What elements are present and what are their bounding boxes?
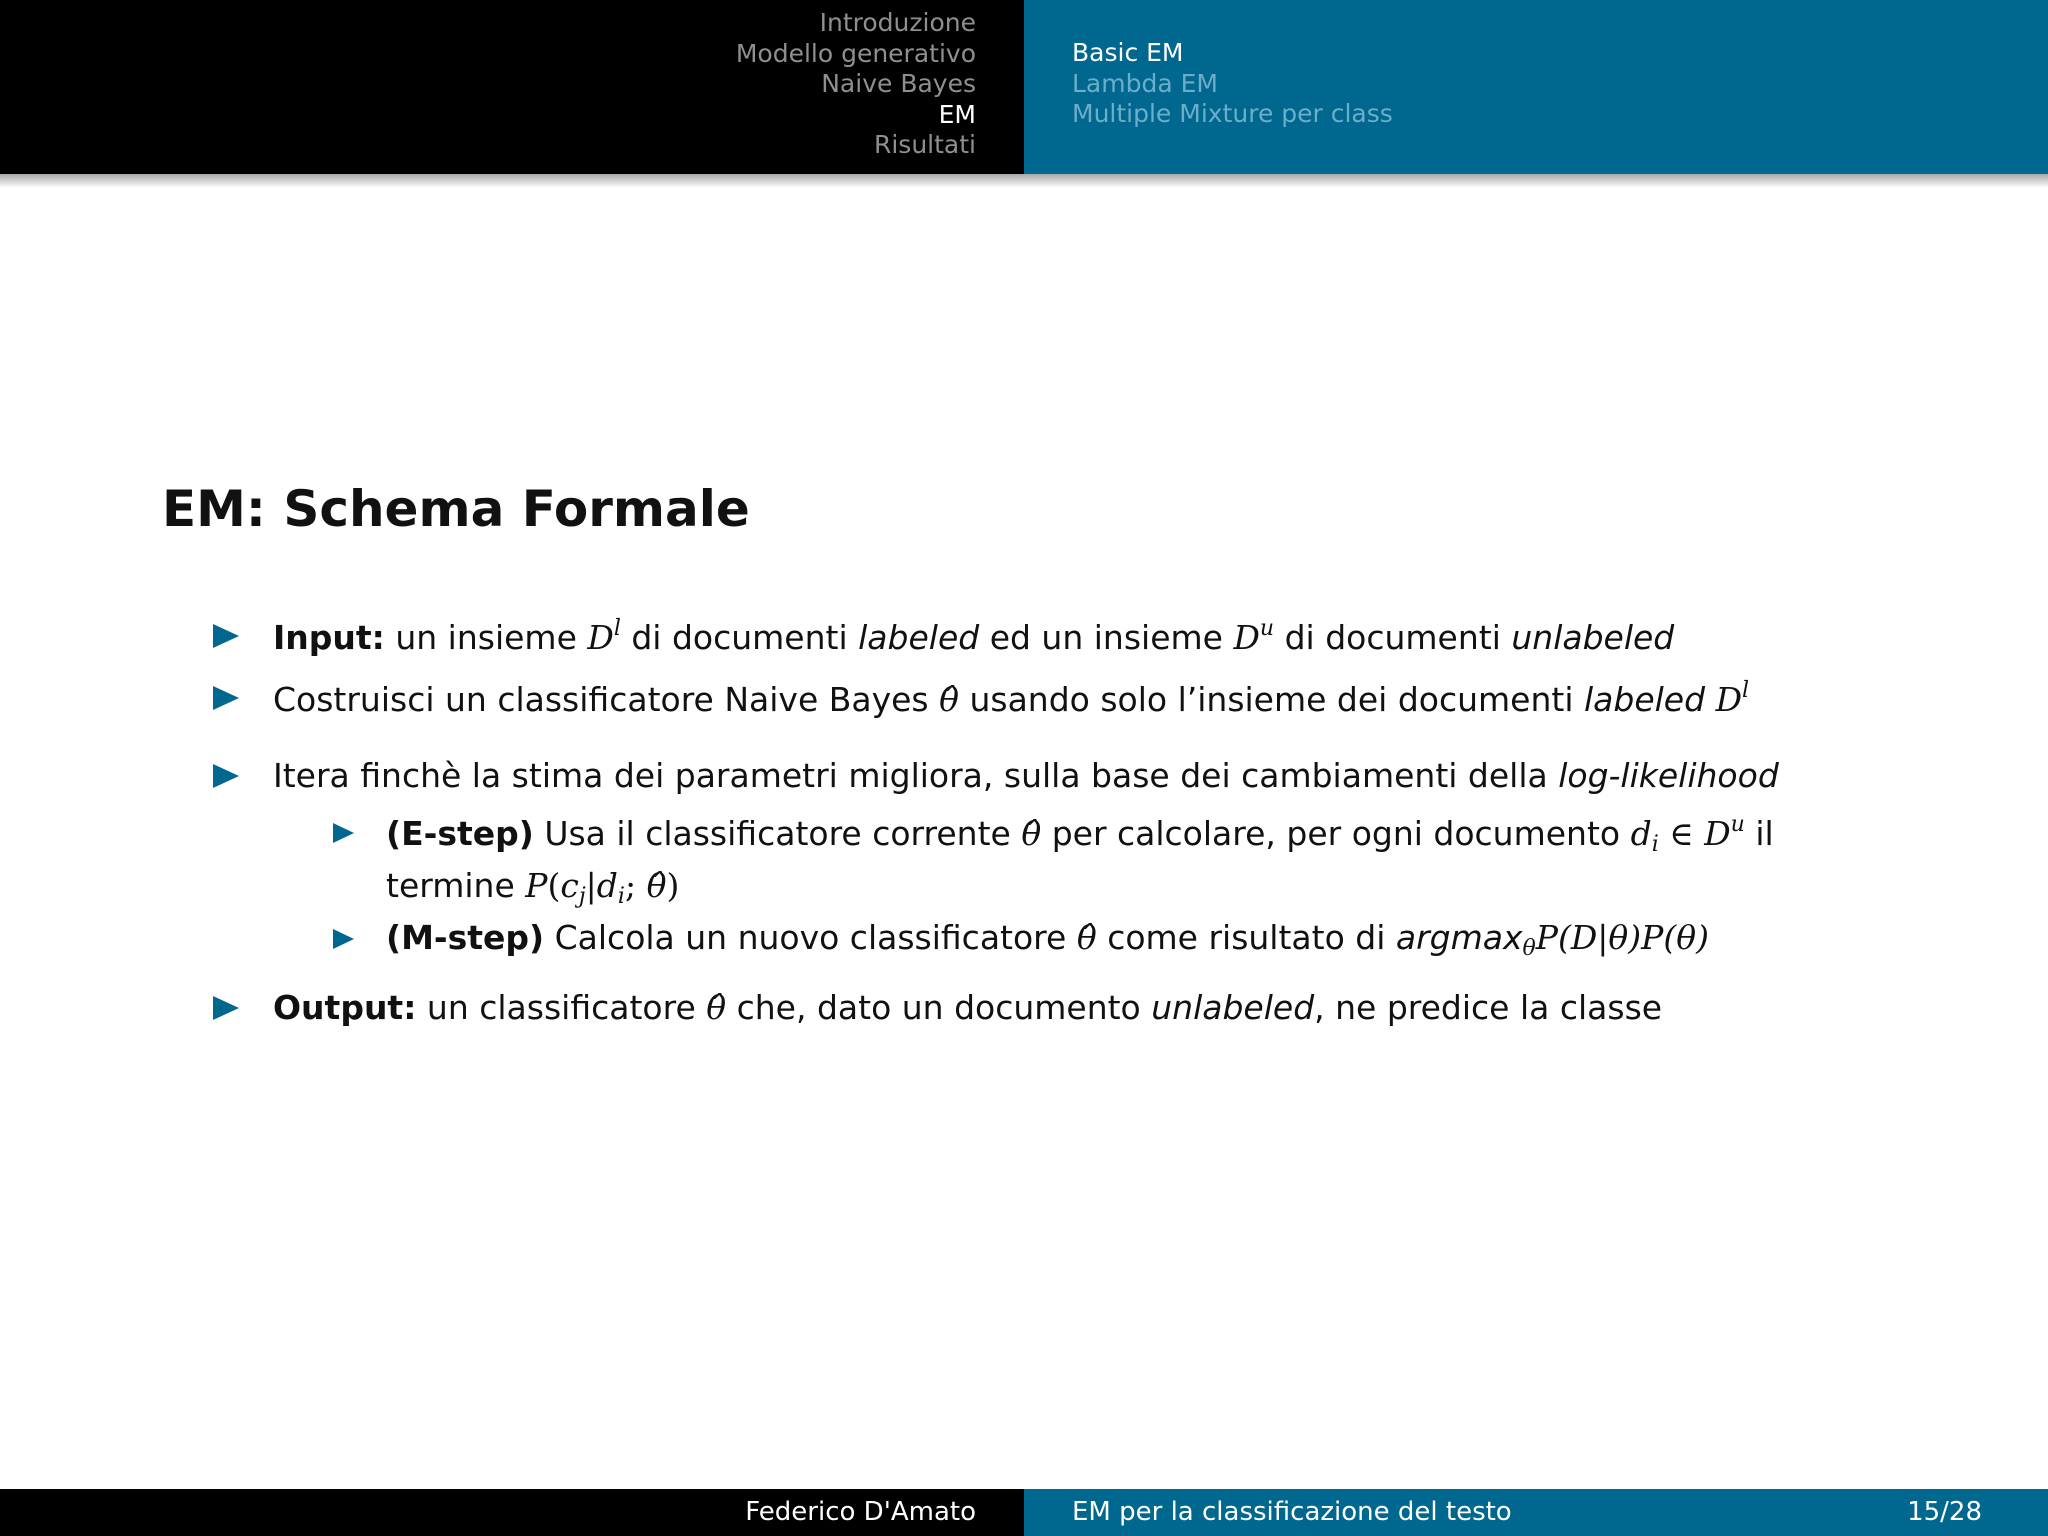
nav-subsection-lambda-em[interactable]: Lambda EM bbox=[1072, 68, 1218, 98]
math-operator: | bbox=[585, 866, 597, 905]
footer-talk-title: EM per la classificazione del testo bbox=[1072, 1497, 1512, 1527]
nav-subsection-multiple-mixture[interactable]: Multiple Mixture per class bbox=[1072, 99, 1393, 128]
bullet-triangle-icon bbox=[213, 996, 239, 1020]
header-navigation bbox=[0, 0, 2048, 174]
text: Itera finchè la stima dei parametri migliora, sulla base dei cambiamenti della bbox=[273, 756, 1559, 795]
math-sup: l bbox=[1742, 678, 1750, 703]
math-expression: P(D|θ)P(θ) bbox=[1535, 918, 1709, 957]
text: ed un insieme bbox=[979, 618, 1234, 657]
nav-section-introduzione[interactable]: Introduzione bbox=[819, 8, 976, 37]
list-item-iterate bbox=[273, 756, 1779, 795]
emph-text: unlabeled bbox=[1511, 618, 1675, 657]
math-symbol: D bbox=[587, 618, 614, 657]
math-theta-hat: θ̂ bbox=[706, 988, 727, 1027]
footer bbox=[0, 1489, 2048, 1536]
footer-info bbox=[1024, 1489, 2048, 1536]
nav-subsection-basic-em[interactable]: Basic EM bbox=[1072, 38, 1184, 67]
text: usando solo l’insieme dei documenti bbox=[958, 680, 1584, 719]
mstep-label: (M-step) bbox=[386, 918, 545, 957]
frame-title: EM: Schema Formale bbox=[162, 480, 750, 538]
math-paren: ( bbox=[547, 866, 561, 905]
bullet-triangle-icon bbox=[213, 686, 239, 710]
estep-label: (E-step) bbox=[386, 814, 534, 853]
bullet-triangle-icon bbox=[213, 764, 239, 788]
math-sup: l bbox=[613, 616, 621, 641]
nav-section-modello-generativo[interactable]: Modello generativo bbox=[735, 38, 976, 68]
math-paren: ) bbox=[666, 866, 680, 905]
nav-section-risultati[interactable]: Risultati bbox=[873, 130, 976, 159]
footer-author: Federico D'Amato bbox=[0, 1489, 1024, 1536]
section-navigation bbox=[0, 0, 1024, 174]
emph-text: argmax bbox=[1395, 918, 1523, 957]
math-sub: θ bbox=[1522, 936, 1536, 961]
math-sub: j bbox=[578, 884, 586, 909]
list-item-mstep bbox=[386, 918, 1709, 961]
text: Costruisci un classificatore Naive Bayes bbox=[273, 680, 940, 719]
math-theta-hat: θ̂ bbox=[1021, 814, 1042, 853]
header-shadow bbox=[0, 174, 2048, 188]
math-symbol: c bbox=[560, 866, 579, 905]
emph-text: unlabeled bbox=[1151, 988, 1315, 1027]
text: come risultato di bbox=[1096, 918, 1396, 957]
text: per calcolare, per ogni documento bbox=[1041, 814, 1631, 853]
text: termine bbox=[386, 866, 526, 905]
math-symbol: P bbox=[525, 866, 548, 905]
text: di documenti bbox=[620, 618, 859, 657]
emph-text: labeled bbox=[1584, 680, 1706, 719]
math-theta-hat: θ̂ bbox=[939, 680, 959, 719]
emph-text: labeled bbox=[858, 618, 980, 657]
list-item-estep-continued bbox=[386, 866, 679, 909]
input-label: Input: bbox=[273, 618, 385, 657]
text: un insieme bbox=[384, 618, 588, 657]
bullet-triangle-icon bbox=[213, 624, 239, 648]
sub-bullet-triangle-icon bbox=[333, 823, 354, 843]
text: il bbox=[1744, 814, 1774, 853]
math-sup: u bbox=[1730, 812, 1745, 837]
subsection-navigation bbox=[1024, 0, 2048, 174]
text: un classificatore bbox=[416, 988, 707, 1027]
emph-text: log-likelihood bbox=[1558, 756, 1779, 795]
list-item-input bbox=[273, 616, 1674, 657]
math-symbol: D bbox=[1704, 814, 1731, 853]
math-operator: ; bbox=[624, 866, 647, 905]
sub-bullet-triangle-icon bbox=[333, 929, 354, 949]
list-item-output bbox=[273, 988, 1662, 1027]
math-sup: u bbox=[1259, 616, 1275, 641]
math-symbol: d bbox=[596, 866, 618, 905]
text: Calcola un nuovo classificatore bbox=[544, 918, 1077, 957]
text: Usa il classificatore corrente bbox=[533, 814, 1022, 853]
math-symbol: d bbox=[1630, 814, 1652, 853]
math-symbol: D bbox=[1233, 618, 1260, 657]
math-sub: i bbox=[617, 884, 625, 909]
nav-section-naive-bayes[interactable]: Naive Bayes bbox=[821, 69, 976, 98]
footer-page-number: 15/28 bbox=[1907, 1497, 1982, 1527]
nav-section-em[interactable]: EM bbox=[938, 99, 976, 129]
text: che, dato un documento bbox=[726, 988, 1152, 1027]
math-theta-hat: θ̂ bbox=[1076, 918, 1097, 957]
text: , ne predice la classe bbox=[1314, 988, 1663, 1027]
math-sub: i bbox=[1651, 832, 1659, 857]
text bbox=[1705, 680, 1716, 719]
list-item-estep bbox=[386, 812, 1774, 857]
list-item-build bbox=[273, 678, 1749, 719]
math-operator: ∈ bbox=[1658, 814, 1705, 853]
text: di documenti bbox=[1274, 618, 1512, 657]
math-theta-hat: θ̂ bbox=[646, 866, 667, 905]
math-symbol: D bbox=[1715, 680, 1743, 719]
output-label: Output: bbox=[273, 988, 417, 1027]
